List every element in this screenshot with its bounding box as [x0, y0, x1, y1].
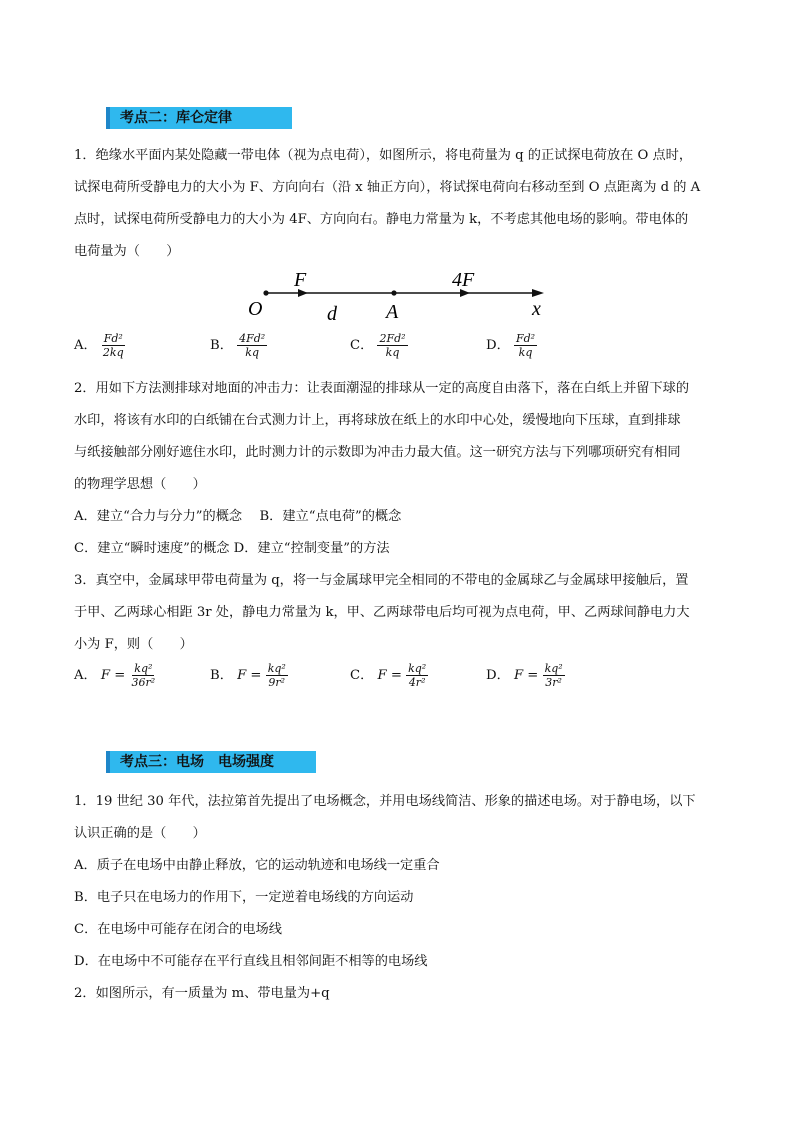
force-axis-diagram	[240, 262, 560, 324]
q3-option-a[interactable]: A． F = $\frac{\text{kq²}}{\text{36r²}}$	[74, 662, 156, 689]
q2-options-cd[interactable]: C．建立“瞬时速度”的概念 D．建立“控制变量”的方法	[74, 541, 390, 556]
label-f: F	[294, 269, 307, 291]
point-a-dot	[391, 290, 396, 295]
label-d: d	[327, 303, 337, 324]
s2-q2-line-1: 2．如图所示，有一质量为 m、带电量为+q	[74, 986, 330, 1001]
label-4f: 4F	[452, 269, 475, 291]
q3-line-1: 3．真空中，金属球甲带电荷量为 q，将一与金属球甲完全相同的不带电的金属球乙与金属球甲接触后，置	[74, 573, 689, 588]
q3-option-c[interactable]: C． F = $\frac{\text{kq²}}{\text{4r²}}$	[350, 662, 427, 689]
q1-line-1: 1．绝缘水平面内某处隐藏一带电体（视为点电荷），如图所示，将电荷量为 q 的正试探电荷放在 O 点时，	[74, 148, 693, 163]
label-x: x	[532, 298, 541, 320]
q3-line-3: 小为 F，则（ ）	[74, 637, 193, 652]
s2-q1-option-a[interactable]: A．质子在电场中由静止释放，它的运动轨迹和电场线一定重合	[74, 858, 440, 873]
s2-q1-line-1: 1．19 世纪 30 年代，法拉第首先提出了电场概念，并用电场线简洁、形象的描述电场。对于静电场，以下	[74, 794, 696, 809]
s2-q1-option-d[interactable]: D．在电场中不可能存在平行直线且相邻间距不相等的电场线	[74, 954, 428, 969]
s2-q1-option-c[interactable]: C．在电场中可能存在闭合的电场线	[74, 922, 282, 937]
q2-line-3: 与纸接触部分刚好遮住水印，此时测力计的示数即为冲击力最大值。这一研究方法与下列哪项研究有相同	[74, 445, 681, 460]
q1-option-b[interactable]: B． $\frac{\text{4Fd²}}{kq}$	[210, 332, 266, 359]
q1-line-3: 点时，试探电荷所受静电力的大小为 4F、方向向右。静电力常量为 k，不考虑其他电场的影响。带电体的	[74, 212, 689, 227]
q3-line-2: 于甲、乙两球心相距 3r 处，静电力常量为 k，甲、乙两球带电后均可视为点电荷，甲、乙两球间静电力大	[74, 605, 690, 620]
q1-option-d[interactable]: D． $\frac{\text{Fd²}}{kq}$	[486, 332, 536, 359]
q1-option-c[interactable]: C． $\frac{\text{2Fd²}}{kq}$	[350, 332, 406, 359]
point-o-dot	[263, 290, 268, 295]
s2-q1-line-2: 认识正确的是（ ）	[74, 826, 206, 841]
q2-line-1: 2．用如下方法测排球对地面的冲击力：让表面潮湿的排球从一定的高度自由落下，落在白纸上并留下球的	[74, 381, 690, 396]
q2-line-4: 的物理学思想（ ）	[74, 477, 206, 492]
q1-option-a[interactable]: A． $\frac{\text{Fd²}}{2kq}$	[74, 332, 124, 359]
label-a: A	[386, 301, 399, 323]
q1-line-2: 试探电荷所受静电力的大小为 F、方向向右（沿 x 轴正方向），将试探电荷向右移动至到 O 点距离为 d 的 A	[74, 180, 701, 195]
q3-option-b[interactable]: B． F = $\frac{\text{kq²}}{\text{9r²}}$	[210, 662, 286, 689]
q1-line-4: 电荷量为（ ）	[74, 244, 180, 259]
x-axis-arrowhead	[532, 289, 544, 297]
section-header-electric-field: 考点三：电场 电场强度	[106, 751, 316, 773]
q2-line-2: 水印，将该有水印的白纸铺在台式测力计上，再将球放在纸上的水印中心处，缓慢地向下压球，直到排球	[74, 413, 681, 428]
q2-options-ab[interactable]: A．建立“合力与分力”的概念 B．建立“点电荷”的概念	[74, 509, 402, 524]
section-header-coulomb-law: 考点二：库仑定律	[106, 107, 292, 129]
q3-option-d[interactable]: D． F = $\frac{\text{kq²}}{\text{3r²}}$	[486, 662, 563, 689]
s2-q1-option-b[interactable]: B．电子只在电场力的作用下，一定逆着电场线的方向运动	[74, 890, 414, 905]
label-o: O	[248, 298, 263, 320]
